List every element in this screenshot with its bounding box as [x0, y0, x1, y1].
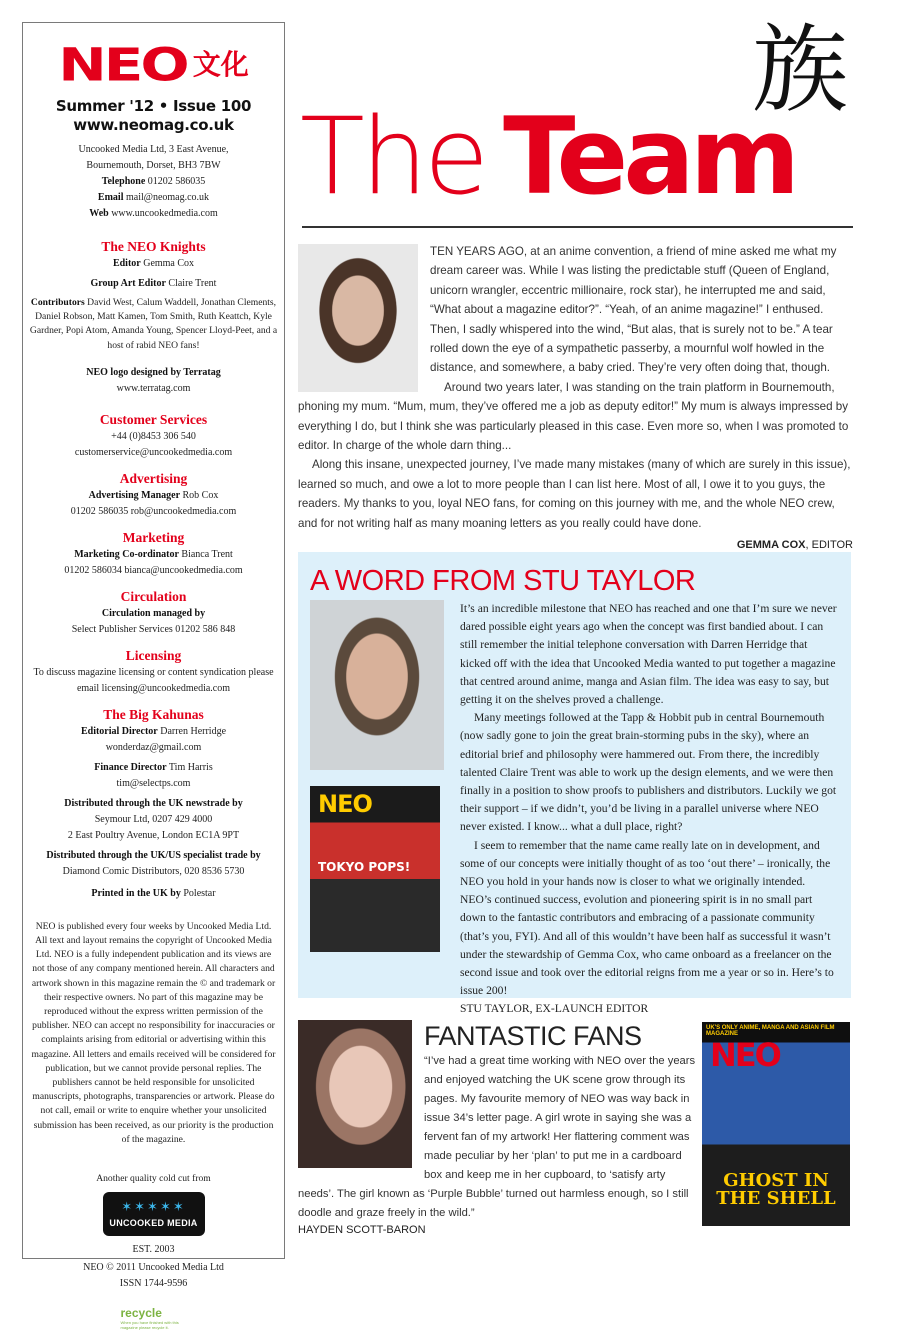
circulation-label-text: Circulation managed by — [101, 607, 206, 619]
stu-paragraph-3: I seem to remember that the name came really late on in development, and some of our concepts were initially thought of as too ‘out there’ – ironically, the NEO you hold in your hands now is closer to what we originally intended. NEO’s continued success, evolution and pioneering spirit is in no small part down to the fantastic contributors and embracing of a passionate community (that’s you, FYI). And all of this wouldn’t have been half as successful it wasn’t under the stewardship of Gemma Cox, who came onboard as a freelancer on the second issue and took over the editorial reigns from me a year or so in. Here’s to issue 200! — [460, 838, 834, 998]
advertising-heading: Advertising — [119, 470, 188, 486]
contributors-value: David West, Calum Waddell, Jonathan Clements, Daniel Robson, Matt Kamen, Tom Smith, Ruth Keattch, Kyle Gardner, Popi Atom, Amanda Young, Spencer Lloyd-Peet, and a host of rabid NEO fans! — [29, 297, 278, 351]
web-value: www.uncookedmedia.com — [111, 208, 218, 219]
issue-line: Summer '12 • Issue 100 — [55, 97, 252, 115]
group-art-line — [29, 276, 278, 292]
ad-manager-value: Rob Cox — [182, 489, 219, 501]
ghost-in-the-shell-cover-image — [702, 1022, 850, 1226]
editor-line — [29, 256, 278, 272]
dist-us-label — [29, 848, 278, 864]
customer-heading: Customer Services — [99, 411, 208, 427]
editorial-paragraph-1: TEN YEARS AGO, at an anime convention, a friend of mine asked me what my dream career was. While I was listing the predictable stuff (Queen of England, unicorn wrangler, eccentric millionaire, rock star), he interrupted me and said, “What about a magazine editor?”. “Yeah, of an anime magazine!” I enthused. Then, I sadly whispered into the wind, “But alas, that is surely not to be.” A tear rolled down the eye of a sympathetic passerby, a mournful wolf howled in the distance, and somewhere, a baby cried. They’re very often doing that, though. — [430, 245, 837, 375]
est-line: EST. 2003 — [132, 1244, 175, 1256]
recycle-logo — [121, 1306, 187, 1330]
editorial-section — [298, 242, 853, 551]
circulation-label — [29, 606, 278, 622]
logo-word: NEO — [58, 38, 187, 92]
stu-photo — [310, 600, 444, 770]
licensing-text: To discuss magazine licensing or content syndication please email licensing@uncookedmedia.com — [33, 666, 274, 694]
telephone-line — [29, 174, 278, 190]
circulation-block — [29, 606, 278, 638]
dist-uk-label-text: Distributed through the UK newstrade by — [64, 797, 243, 809]
logo-design-label: NEO logo designed by Terratag — [86, 366, 221, 378]
fans-signature: HAYDEN SCOTT-BARON — [298, 1224, 426, 1236]
printed-line — [29, 886, 278, 902]
recycle-icon: recycle — [120, 1306, 162, 1321]
finance-value: Tim Harris — [168, 761, 213, 773]
small-cover-headline: TOKYO POPS! — [318, 860, 411, 874]
customer-phone: +44 (0)8453 306 540 — [111, 430, 196, 442]
telephone-label: Telephone — [101, 176, 146, 187]
stu-paragraph-2: Many meetings followed at the Tapp & Hobbit pub in central Bournemouth (now sadly gone to join the great brain-storming pubs in the sky), where an editorial brief and philosophy were hammered out. From there, the incredibly talented Claire Trent was able to work up the design elements, and we were then finally in a position to show proofs to publishers and distributors. Luckily we got their support – if we didn’t, you’d be living in a parallel universe where NEO never existed. I know... what a dull place, right? — [460, 711, 837, 834]
ed-director-line — [29, 724, 278, 740]
dist-uk-label — [29, 796, 278, 812]
finance-label: Finance Director — [94, 761, 167, 773]
editorial-signature — [298, 539, 853, 551]
marketing-value: Bianca Trent — [181, 548, 233, 560]
page-title — [300, 95, 796, 218]
printed-value: Polestar — [183, 887, 216, 899]
email-value: mail@neomag.co.uk — [125, 192, 210, 203]
ed-director-value: Darren Herridge — [160, 725, 227, 737]
header-kanji: 族 — [752, 14, 848, 126]
dist-uk-2: 2 East Poultry Avenue, London EC1A 9PT — [67, 829, 240, 841]
editorial-paragraph-2: Around two years later, I was standing on the train platform in Bournemouth, phoning my mum. “Mum, mum, they’ve offered me a job as deputy editor!” My mum is always impressed by everything I do, but I think she was particularly pleased in this case. Even more so, when I was promoted to editor. In charge of the whole darn thing... — [298, 380, 849, 453]
address-block — [29, 142, 278, 222]
dist-uk-1: Seymour Ltd, 0207 429 4000 — [94, 813, 213, 825]
marketing-line — [29, 547, 278, 563]
editor-signature-name: GEMMA COX — [736, 539, 806, 552]
issn-line: ISSN 1744-9596 — [119, 1278, 188, 1290]
customer-email: customerservice@uncookedmedia.com — [74, 446, 233, 458]
big-cover-tagline: UK'S ONLY ANIME, MANGA AND ASIAN FILM MAGAZINE — [706, 1025, 835, 1037]
marketing-label: Marketing Co-ordinator — [74, 548, 179, 560]
logo-design-url: www.terratag.com — [116, 382, 191, 394]
contributors-line — [29, 296, 278, 353]
ed-director-email: wonderdaz@gmail.com — [105, 741, 202, 753]
website-url: www.neomag.co.uk — [73, 116, 234, 134]
ad-manager-line — [29, 488, 278, 504]
marketing-contact: 01202 586034 bianca@uncookedmedia.com — [64, 564, 243, 576]
dist-us: Diamond Comic Distributors, 020 8536 5730 — [62, 865, 245, 877]
fantastic-fans-section — [298, 1020, 696, 1236]
finance-email: tim@selectps.com — [116, 777, 191, 789]
contributors-label: Contributors — [30, 297, 85, 308]
title-divider — [302, 226, 853, 228]
stu-paragraph-1: It’s an incredible milestone that NEO has reached and one that I’m sure we never dared possible eight years ago when the concept was first bandied about. I can still remember the initial telephone conversation with Darren Herridge that kicked off with the idea that Uncooked Media wanted to put together a magazine that centred around anime, manga and Asian film. The idea was easy to say, but getting it on the shelves proved a challenge. — [460, 602, 837, 707]
licensing-heading: Licensing — [125, 647, 182, 663]
circulation-value: Select Publisher Services 01202 586 848 — [71, 623, 236, 635]
email-line — [29, 190, 278, 206]
stu-columns — [310, 600, 837, 1019]
group-art-label: Group Art Editor — [90, 278, 166, 289]
kahunas-block — [29, 724, 278, 902]
neo-first-cover-image — [310, 786, 440, 952]
masthead-sidebar — [22, 22, 285, 1330]
uncooked-name: UNCOOKED MEDIA — [109, 1218, 198, 1229]
recycle-sub: When you have finished with this magazine please recycle it. — [120, 1320, 179, 1330]
email-label: Email — [97, 192, 124, 203]
quality-line: Another quality cold cut from — [96, 1173, 211, 1185]
stu-taylor-box — [298, 552, 851, 1016]
title-bold: Team — [503, 95, 796, 218]
kahunas-heading: The Big Kahunas — [103, 706, 204, 722]
ed-director-label: Editorial Director — [80, 725, 158, 737]
title-light: The — [300, 95, 486, 218]
editor-value: Gemma Cox — [143, 258, 195, 269]
stu-title: A WORD FROM STU TAYLOR — [310, 565, 696, 597]
big-cover-headline: GHOST IN THE SHELL — [716, 1170, 836, 1209]
dist-us-label-text: Distributed through the UK/US specialist trade by — [46, 849, 261, 861]
ad-manager-label: Advertising Manager — [88, 489, 181, 501]
small-cover-logo: NEO — [318, 790, 372, 818]
editor-label: Editor — [112, 258, 141, 269]
web-label: Web — [89, 208, 109, 219]
logo-design-line — [29, 365, 278, 381]
copyright-line: NEO © 2011 Uncooked Media Ltd — [83, 1262, 224, 1274]
stu-body — [444, 600, 837, 1019]
logo-kanji: 文化 — [192, 48, 249, 81]
ad-contact: 01202 586035 rob@uncookedmedia.com — [70, 505, 237, 517]
advertising-block — [29, 488, 278, 520]
editorial-paragraph-3: Along this insane, unexpected journey, I’ve made many mistakes (many of which are surely in this issue), learned so much, and owe a lot to more people than I can list here. Most of all, I owe it to you guys, the readers. My thanks to you, loyal NEO fans, for coming on this journey with me, and the whole NEO crew, and for not writing half as many moaning letters as you really could have done. — [298, 458, 851, 530]
stu-images — [310, 600, 444, 1019]
customer-block — [29, 429, 278, 461]
telephone-value: 01202 586035 — [147, 176, 206, 187]
address-line-1: Uncooked Media Ltd, 3 East Avenue, — [78, 144, 229, 155]
neo-logo — [29, 39, 278, 91]
knights-block — [29, 256, 278, 397]
editor-photo — [298, 244, 418, 392]
big-cover-logo: NEO — [710, 1036, 780, 1074]
uncooked-stars-icon: ✶✶✶✶✶ — [121, 1199, 186, 1215]
fans-title: FANTASTIC FANS — [424, 1021, 642, 1051]
uncooked-media-logo — [103, 1192, 205, 1236]
address-line-2: Bournemouth, Dorset, BH3 7BW — [86, 160, 221, 171]
legal-notice: NEO is published every four weeks by Uncooked Media Ltd. All text and layout remains the copyright of Uncooked Media Ltd. NEO is a fully independent publication and its views are not those of any company mentioned herein. All characters and artwork shown in this magazine remain the © and trademark or their respective owners. No part of this magazine may be reproduced without the express written permission of the publisher. NEO can accept no responsibility for inaccuracies or complaints arising from editorial or advertising within this magazine. All letters and emails received will be considered for publication, but we cannot provide personal replies. The publishers cannot be held responsible for unsolicited manuscripts, photographs, transparencies or artwork. Please do not call, email or write to enquire whether your unsolicited submission has been received, as our priority is the production of the magazine. — [31, 920, 276, 1145]
marketing-block — [29, 547, 278, 579]
web-line — [29, 206, 278, 222]
editor-signature-role: , EDITOR — [805, 539, 853, 552]
fans-quote: “I’ve had a great time working with NEO over the years and enjoyed watching the UK scene grow through its pages. My favourite memory of NEO was way back in issue 34’s letter page. A girl wrote in saying she was a fervent fan of my artwork! Her flattering comment was made peculiar by her ‘plan’ to put me in a cardboard box and keep me in her cupboard, to ‘satisfy arty needs’. The girl known as ‘Purple Bubble’ turned out harmless enough, so I still doodle and graze freely in the wild.” — [298, 1055, 696, 1219]
circulation-heading: Circulation — [120, 588, 187, 604]
stu-signature: STU TAYLOR, EX-LAUNCH EDITOR — [460, 1002, 649, 1016]
marketing-heading: Marketing — [122, 529, 185, 545]
hayden-photo — [298, 1020, 412, 1168]
printed-label: Printed in the UK by — [91, 887, 181, 899]
knights-heading: The NEO Knights — [101, 239, 206, 254]
group-art-value: Claire Trent — [168, 278, 217, 289]
finance-line — [29, 760, 278, 776]
